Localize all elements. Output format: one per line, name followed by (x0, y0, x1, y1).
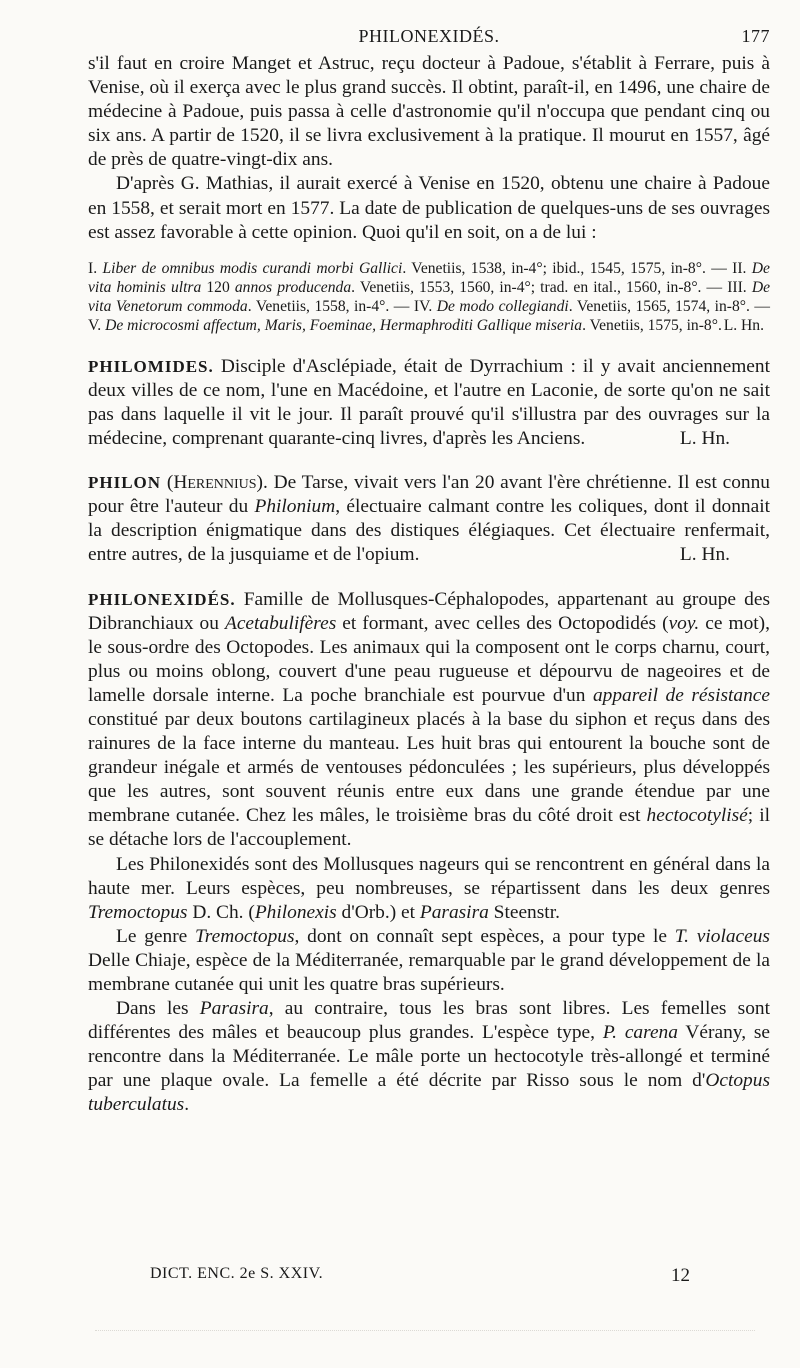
author-signature: L. Hn. (679, 544, 730, 566)
entry-italic: Philonium (254, 496, 336, 518)
entry-text: ( (161, 472, 174, 494)
entry-text: et formant, avec celles des Octopodidés ( (336, 612, 669, 634)
paragraph-genres (88, 853, 770, 925)
entry-text: Le genre (116, 925, 196, 947)
entry-italic: T. violaceus (674, 925, 770, 947)
running-head (88, 26, 770, 52)
biblio-title-3: De vita Venetorum commoda (88, 278, 770, 315)
sheet-number: 12 (671, 1265, 690, 1286)
entry-text: constitué par deux boutons cartilagineux placés à la base du siphon et reçus dans des rainures de la face interne du manteau. Les huit bras qui entourent la bouche sont de grandeur inégale et armés de ventouses pédonculées ; les supérieurs, plus développés que les autres, sont souvent réunis entre eux dans une grande étendue par une membrane cutanée. Chez les mâles, le troisième bras du côté droit est (88, 708, 770, 827)
entry-text: ). (256, 472, 274, 494)
biblio-title-2b: annos producenda (234, 278, 352, 296)
entry-text: ce mot), le sous-ordre des Octopodes. Les animaux qui la composent ont le corps charnu, court, plus ou moins oblong, couvert d'une peau rugueuse et dépourvu de nageoires et de lamelle dorsale interne. La poche branchiale est pourvue d'un (88, 612, 770, 706)
bleed-through-line (95, 1330, 755, 1335)
entry-italic: Octopus tuberculatus (88, 1070, 770, 1116)
paragraph-biography-end: s'il faut en croire Manget et Astruc, reçu docteur à Padoue, s'établit à Ferrare, puis à Venise, où il exerça avec le plus grand succès. Il obtint, paraît-il, en 1496, une chaire de médecine à Padoue, puis passa à celle d'astronomie qu'il n'occupa que pendant cinq ou six ans. A partir de 1520, il se livra exclusivement à la pratique. Il mourut en 1557, âgé de près de quatre-vingt-dix ans. (88, 53, 770, 171)
page-footer (150, 1265, 690, 1286)
entry-italic: Acetabulifères (224, 612, 337, 634)
signature-mark: DICT. ENC. 2e S. XXIV. (150, 1265, 324, 1282)
entry-forename: Herennius (173, 472, 257, 494)
entry-philonexides (88, 588, 770, 1118)
page-number: 177 (741, 26, 770, 46)
paragraph-tremoctopus (88, 925, 770, 997)
biblio-text: . Venetiis, 1565, 1574, in-8°. — V. (88, 297, 770, 334)
entry-text: , dont on connaît sept espèces, a pour type le (294, 925, 675, 947)
entry-text: Famille de Mollusques-Céphalopodes, appartenant au groupe des Dibranchiaux ou (88, 588, 770, 634)
page (88, 26, 770, 1118)
entry-text: Les Philonexidés sont des Mollusques nageurs qui se rencontrent en général dans la haute mer. Leurs espèces, peu nombreuses, se répartissent dans les deux genres (88, 853, 770, 899)
entry-italic: Parasira (419, 901, 489, 923)
entry-text: d'Orb.) et (336, 901, 420, 923)
paragraph-mathias: D'après G. Mathias, il aurait exercé à Venise en 1520, obtenu une chaire à Padoue en 1558, et serait mort en 1577. La date de publication de quelques-uns de ses ouvrages est assez favorable à cette opinion. Quoi qu'il en soit, on a de lui : (88, 173, 770, 243)
biblio-text: . Venetiis, 1558, in-4°. — IV. (247, 297, 437, 315)
entry-text: Delle Chiaje, espèce de la Méditerranée, remarquable par le grand développement de la membrane cutanée qui unit les quatre bras supérieurs. (88, 949, 770, 995)
entry-philon (88, 471, 770, 567)
biblio-title-1: Liber de omnibus modis curandi morbi Gallici (102, 259, 403, 277)
entry-headword: PHILON (88, 473, 162, 493)
entry-italic: hectocotylisé (646, 805, 748, 827)
entry-text: D. Ch. ( (187, 901, 255, 923)
entry-italic: Tremoctopus (195, 925, 295, 947)
entry-text: ; il se détache lors de l'accouplement. (88, 805, 770, 851)
biblio-text: . Venetiis, 1538, in-4°; ibid., 1545, 1575, in-8°. — II. (402, 259, 752, 277)
biblio-text: I. (88, 259, 103, 277)
entry-text: Disciple d'Asclépiade, était de Dyrrachium : il y avait anciennement deux villes de ce nom, l'une en Macédoine, et l'autre en Laconie, de sorte qu'on ne sait pas dans laquelle il vit le jour. Il paraît prouvé qu'il s'illustra par des ouvrages sur la médecine, comprenant quarante-cinq livres, d'après les Anciens. (88, 355, 770, 450)
entry-text: . (184, 1094, 190, 1116)
running-title: PHILONEXIDÉS. (358, 26, 500, 46)
entry-italic: Parasira (199, 998, 269, 1020)
entry-italic: Tremoctopus (88, 901, 188, 923)
biblio-title-2: De vita hominis ultra (88, 259, 770, 296)
entry-italic: voy. (668, 612, 700, 634)
biblio-text: 120 (201, 278, 235, 296)
entry-text: Dans les (116, 998, 200, 1020)
biblio-text: . Venetiis, 1575, in-8°. (582, 316, 722, 334)
entry-text: , électuaire calmant contre les coliques, dont il donnait la description énigmatique dans des distiques élégiaques. Cet électuaire renfermait, entre autres, de la jusquiame et de l'opium. (88, 496, 770, 566)
entry-italic: P. carena (602, 1022, 678, 1044)
biblio-title-4: De modo collegiandi (436, 297, 569, 315)
entry-headword: PHILONEXIDÉS. (88, 589, 236, 609)
entry-text: Vérany, se rencontre dans la Méditerranée. Le mâle porte un hectocotyle très-allongé et terminé par une plaque ovale. La femelle a été décrite par Risso sous le nom d' (88, 1022, 771, 1092)
biblio-title-5: De microcosmi affectum, Maris, Foeminae, Hermaphroditi Gallique miseria (105, 316, 583, 334)
paragraph-parasira (88, 997, 770, 1117)
entry-italic: Philonexis (254, 901, 337, 923)
entry-text: De Tarse, vivait vers l'an 20 avant l'ère chrétienne. Il est connu pour être l'auteur du (88, 472, 770, 518)
entry-italic: appareil de résistance (592, 684, 771, 706)
bibliography (88, 259, 770, 335)
entry-text: , au contraire, tous les bras sont libres. Les femelles sont différentes des mâles et beaucoup plus grandes. L'espèce type, (88, 998, 770, 1044)
entry-philomides (88, 355, 770, 451)
entry-text: Steenstr. (488, 901, 560, 923)
author-signature: L. Hn. (723, 316, 764, 334)
author-signature: L. Hn. (679, 428, 730, 450)
entry-headword: PHILOMIDES. (88, 356, 214, 376)
biblio-text: . Venetiis, 1553, 1560, in-4°; trad. en ital., 1560, in-8°. — III. (351, 278, 752, 296)
